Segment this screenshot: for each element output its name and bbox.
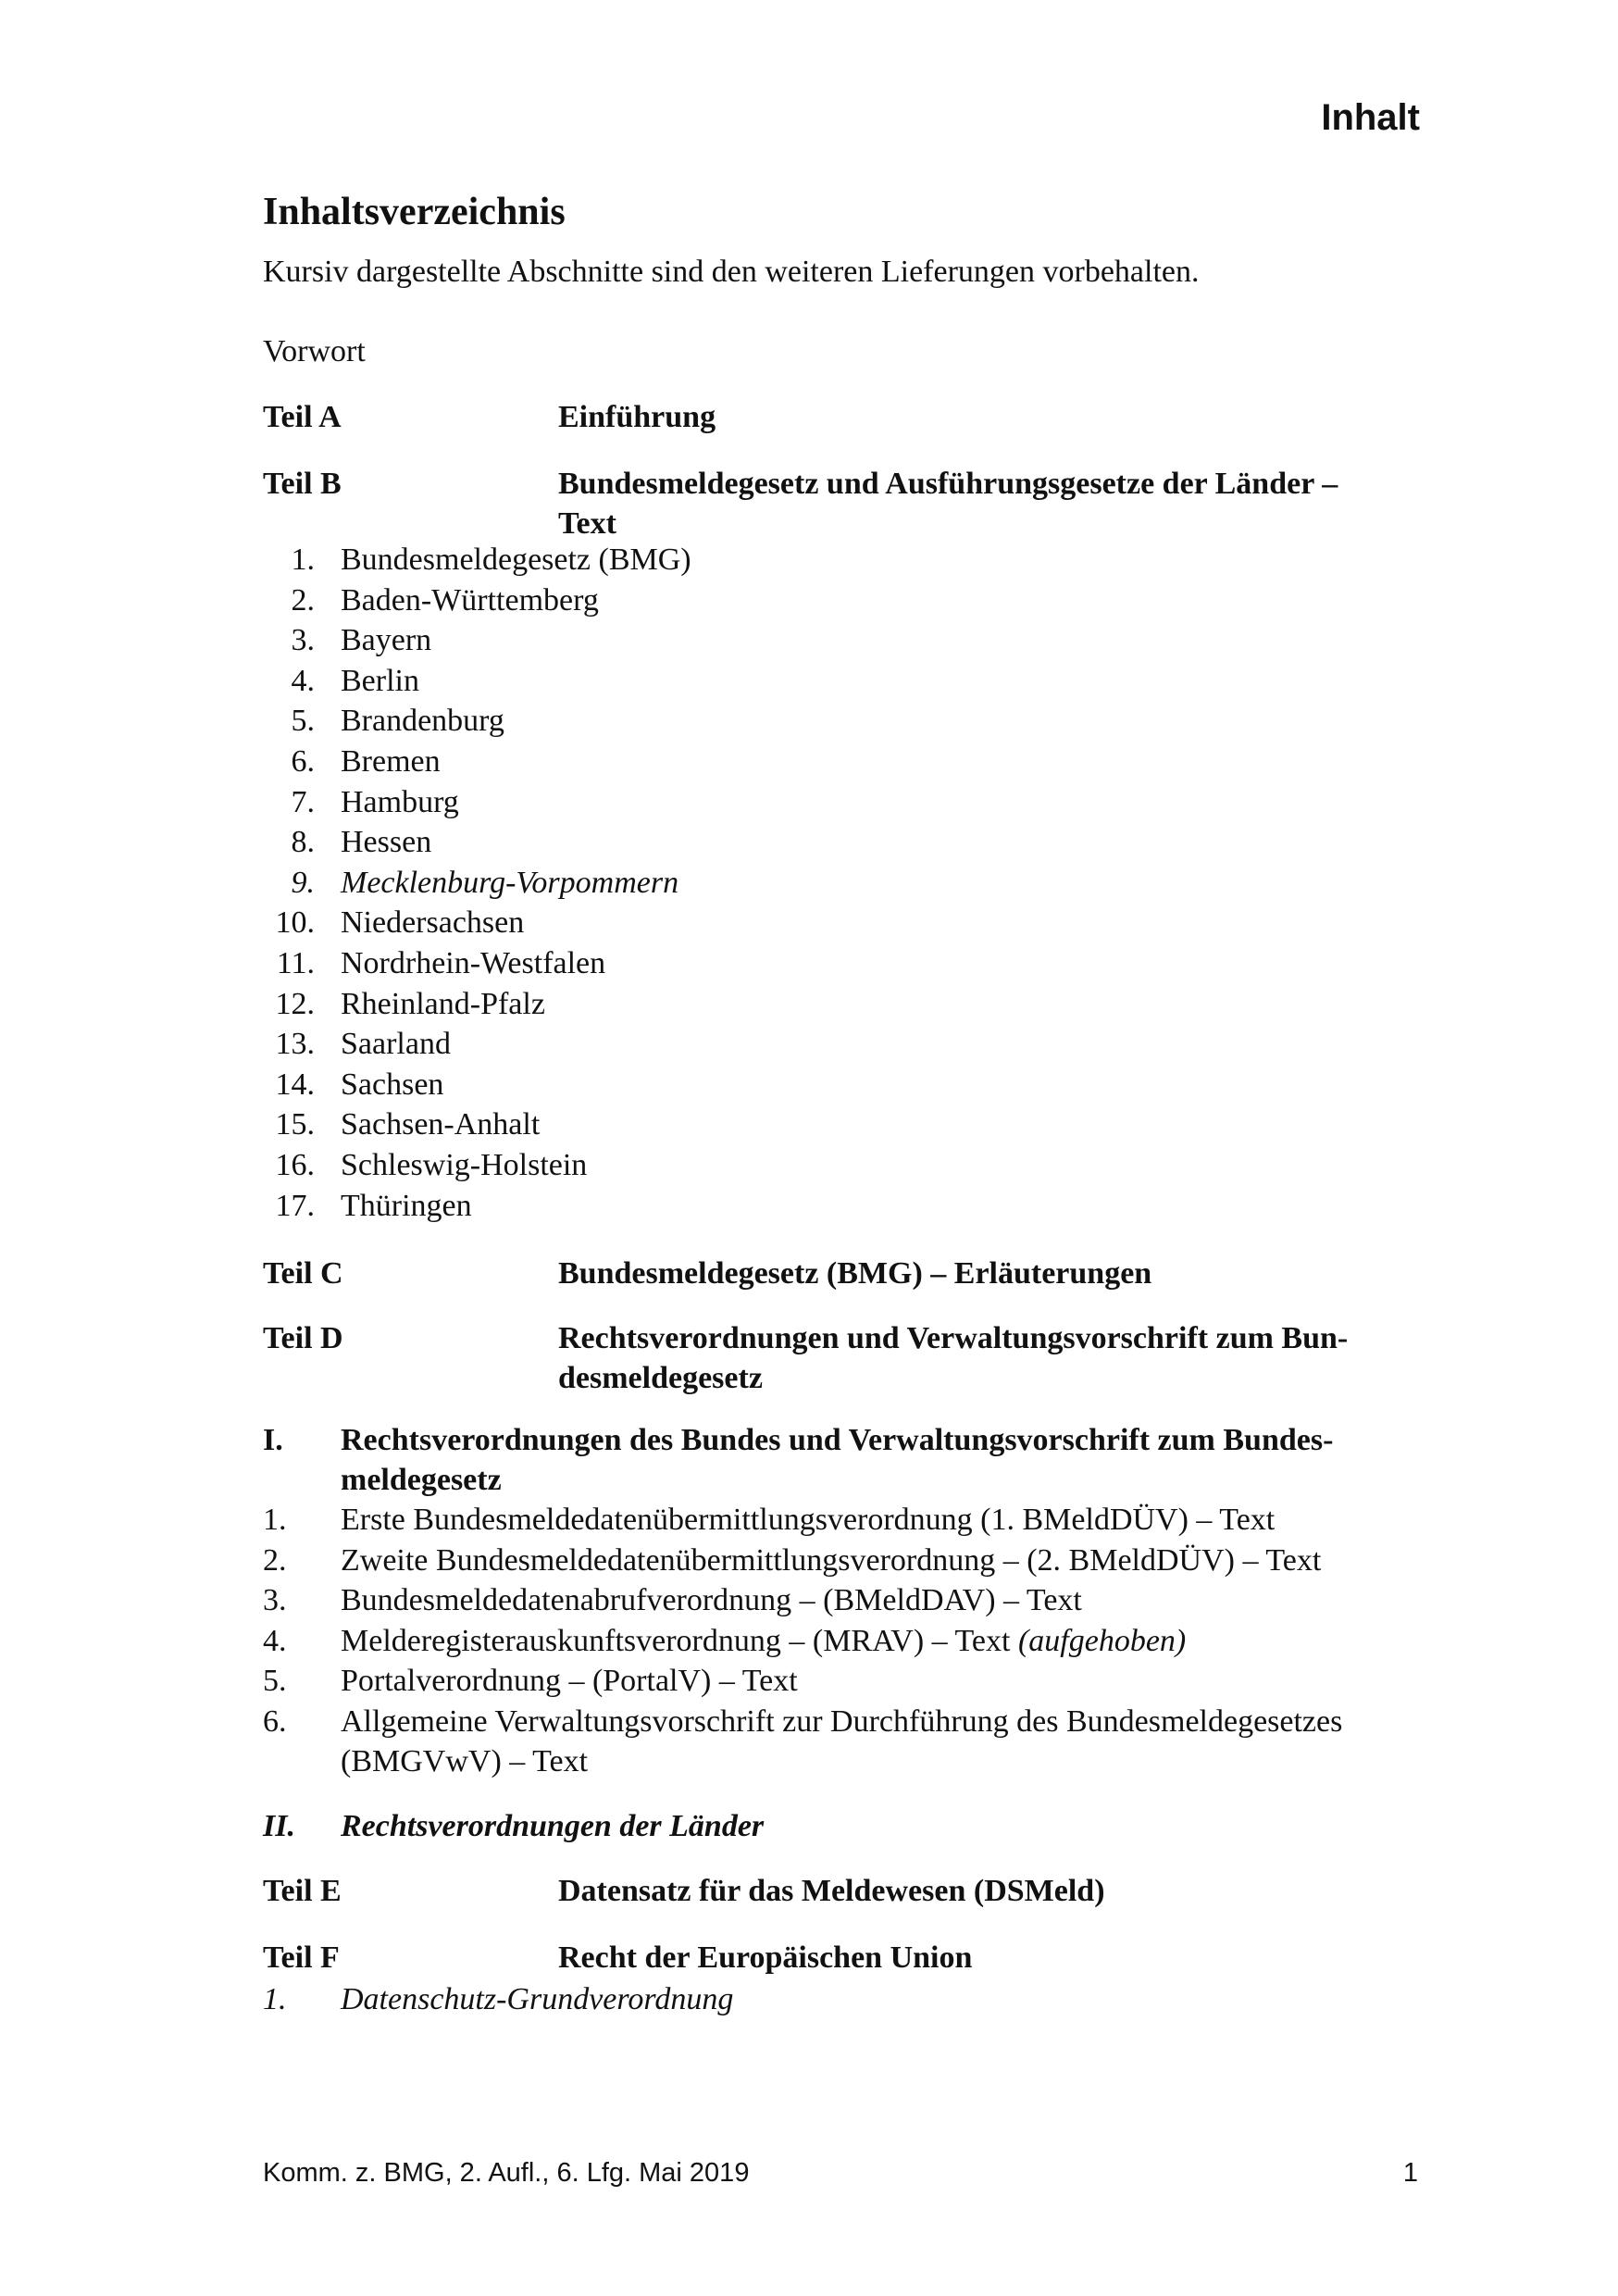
section-title-line-1: Rechtsverordnungen des Bundes und Verwaltungsvorschrift zum Bundes- — [341, 1423, 1334, 1457]
item-number: 12. — [275, 986, 315, 1021]
item-number: 8. — [291, 825, 315, 860]
item-number: 1. — [291, 543, 315, 577]
item-number: 3. — [291, 623, 315, 658]
part-title: Datensatz für das Meldewesen (DSMeld) — [558, 1874, 1105, 1908]
section-title-line-2: meldegesetz — [341, 1463, 502, 1497]
item-number: 2. — [291, 582, 315, 618]
part-title: Einführung — [558, 400, 716, 434]
part-label: Teil D — [263, 1321, 343, 1355]
item-number: 10. — [275, 905, 315, 941]
item-text: Sachsen-Anhalt — [341, 1107, 541, 1142]
part-label: Teil C — [263, 1256, 343, 1291]
item-text: Saarland — [341, 1027, 451, 1062]
part-title-line-2: desmeldegesetz — [558, 1361, 763, 1395]
item-text-main: Portalverordnung – (PortalV) – Text — [341, 1664, 798, 1698]
item-text: Bayern — [341, 623, 432, 658]
footer-edition: Komm. z. BMG, 2. Aufl., 6. Lfg. Mai 2019 — [263, 2158, 750, 2188]
item-text — [341, 1702, 1342, 1742]
item-text — [341, 1500, 1275, 1541]
item-text-line-2: (BMGVwV) – Text — [341, 1744, 589, 1778]
item-text: Thüringen — [341, 1188, 472, 1223]
item-number: 11. — [276, 946, 315, 980]
item-text-main: Zweite Bundesmeldedatenübermittlungsverordnung – (2. BMeldDÜV) – Text — [341, 1542, 1322, 1578]
item-text: Bremen — [341, 744, 441, 779]
item-status-note: (aufgehoben) — [1017, 1623, 1187, 1658]
page-title: Inhaltsverzeichnis — [263, 191, 566, 233]
item-number: 9. — [291, 865, 315, 900]
item-number: 4. — [291, 663, 315, 698]
item-number: 6. — [263, 1703, 287, 1739]
item-text-main: Erste Bundesmeldedatenübermittlungsverordnung (1. BMeldDÜV) – Text — [341, 1503, 1276, 1537]
item-number: 5. — [291, 704, 315, 739]
part-label: Teil F — [263, 1940, 340, 1975]
page-number: 1 — [1402, 2158, 1418, 2188]
part-label: Teil E — [263, 1874, 342, 1908]
item-text: Baden-Württemberg — [341, 582, 599, 618]
item-text-main: Bundesmeldedatenabrufverordnung – (BMeldDAV) – Text — [341, 1583, 1082, 1617]
item-text: Niedersachsen — [341, 905, 525, 941]
running-head: Inhalt — [1321, 97, 1420, 138]
item-number: 2. — [263, 1542, 287, 1578]
part-title-line-1: Rechtsverordnungen und Verwaltungsvorschrift zum Bun- — [558, 1321, 1349, 1355]
item-text: Nordrhein-Westfalen — [341, 946, 606, 980]
italic-note: Kursiv dargestellte Abschnitte sind den weiteren Lieferungen vorbehalten. — [263, 255, 1200, 289]
toc-entry-vorwort[interactable]: Vorwort — [263, 334, 366, 368]
item-text: Brandenburg — [341, 704, 504, 739]
item-number: 15. — [275, 1107, 315, 1142]
item-number: 14. — [275, 1067, 315, 1102]
item-number: 17. — [275, 1188, 315, 1223]
item-number: 13. — [275, 1027, 315, 1062]
item-text: Datenschutz-Grundverordnung — [341, 1982, 734, 2016]
part-label: Teil B — [263, 467, 342, 501]
item-text-main: Allgemeine Verwaltungsvorschrift zur Durchführung des Bundesmeldegesetzes — [341, 1703, 1343, 1739]
item-number: 16. — [275, 1148, 315, 1182]
item-text: Berlin — [341, 663, 419, 698]
item-number: 6. — [291, 744, 315, 779]
item-text: Hessen — [341, 825, 432, 860]
item-text — [341, 1661, 798, 1702]
item-text — [341, 1541, 1321, 1581]
part-label: Teil A — [263, 400, 342, 434]
part-title: Bundesmeldegesetz (BMG) – Erläuterungen — [558, 1256, 1152, 1291]
item-text: Sachsen — [341, 1067, 444, 1102]
item-number: 5. — [263, 1664, 287, 1698]
item-text-main: Melderegisterauskunftsverordnung – (MRAV) – Text — [341, 1623, 1011, 1658]
item-text: Mecklenburg-Vorpommern — [341, 865, 679, 900]
part-title-line-2: Text — [558, 506, 616, 541]
item-text: Rheinland-Pfalz — [341, 986, 545, 1021]
item-number: 4. — [263, 1623, 287, 1658]
item-number: 3. — [263, 1583, 287, 1617]
item-text — [341, 1621, 1186, 1662]
part-title-line-1: Bundesmeldegesetz und Ausführungsgesetze der Länder – — [558, 467, 1338, 501]
item-text: Bundesmeldegesetz (BMG) — [341, 543, 691, 577]
item-number: 1. — [263, 1503, 287, 1537]
section-title: Rechtsverordnungen der Länder — [341, 1809, 765, 1843]
section-number: I. — [263, 1423, 283, 1457]
item-number: 7. — [291, 784, 315, 819]
item-number: 1. — [263, 1982, 287, 2016]
part-title: Recht der Europäischen Union — [558, 1940, 973, 1975]
item-text: Schleswig-Holstein — [341, 1148, 588, 1182]
item-text: Hamburg — [341, 784, 459, 819]
item-text — [341, 1580, 1082, 1621]
section-number: II. — [263, 1809, 295, 1843]
